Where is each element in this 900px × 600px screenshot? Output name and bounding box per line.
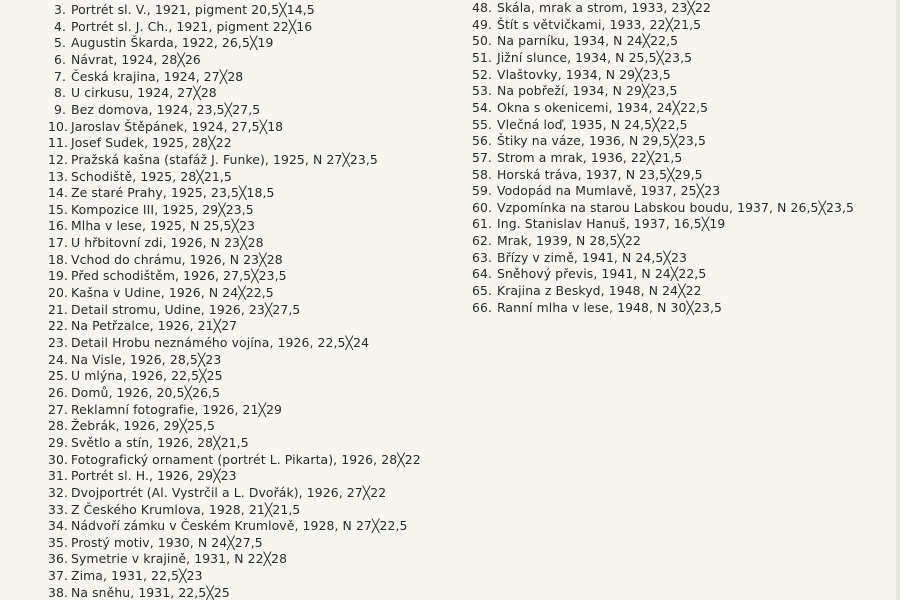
entry-number: 59. [471,183,492,199]
entry-number: 34. [48,518,69,534]
entry-number: 35. [48,534,69,550]
entry-text: Na Petřzalce, 1926, 21╳27 [71,318,238,334]
entry-number: 25. [48,368,69,384]
catalogue-entry [48,84,217,102]
entry-text: Pražská kašna (stafáž J. Funke), 1925, N 27╳23,5 [71,151,378,167]
entry-text: U hřbitovní zdi, 1926, N 23╳28 [71,235,264,251]
entry-number: 16. [48,218,69,234]
entry-number: 64. [471,266,492,282]
entry-text: Sněhový převis, 1941, N 24╳22,5 [497,266,707,282]
entry-number: 58. [471,166,492,182]
catalogue-entry [470,16,701,34]
catalogue-entry [470,99,708,117]
catalogue-entry [48,417,215,435]
entry-number: 38. [48,584,69,600]
entry-text: Před schodištěm, 1926, 27,5╳23,5 [71,268,287,284]
entry-number: 62. [471,233,492,249]
entry-number: 32. [48,484,69,500]
entry-number: 18. [48,251,69,267]
entry-text: Na pobřeží, 1934, N 29╳23,5 [497,83,678,99]
entry-text: Krajina z Beskyd, 1948, N 24╳22 [497,283,702,299]
catalogue-entry [470,215,725,233]
catalogue-entry [48,467,237,485]
entry-number: 21. [48,301,69,317]
entry-number: 57. [471,149,492,165]
entry-text: Strom a mrak, 1936, 22╳21,5 [497,149,683,165]
catalogue-entry [470,149,682,167]
catalogue-entry [48,18,312,36]
catalogue-entry [48,267,287,285]
entry-number: 11. [48,135,69,151]
entry-number: 56. [471,133,492,149]
entry-number: 51. [471,49,492,65]
entry-text: Nádvoří zámku v Českém Krumlově, 1928, N 27╳22,5 [71,518,408,534]
catalogue-entry [470,282,702,300]
entry-text: Světlo a stín, 1926, 28╳21,5 [71,434,249,450]
catalogue-entry [48,34,273,52]
catalogue-entry [470,232,641,250]
entry-number: 28. [48,418,69,434]
entry-number: 4. [53,18,66,34]
entry-text: Schodiště, 1925, 28╳21,5 [71,168,232,184]
catalogue-entry [48,234,264,252]
entry-number: 31. [48,468,69,484]
catalogue-entry [470,49,692,67]
entry-text: Mrak, 1939, N 28,5╳22 [497,233,641,249]
entry-text: Zima, 1931, 22,5╳23 [71,568,203,584]
entry-number: 10. [48,118,69,134]
entry-text: Na sněhu, 1931, 22,5╳25 [71,584,230,600]
entry-number: 27. [48,401,69,417]
entry-number: 14. [48,185,69,201]
page-edge [896,0,900,600]
entry-number: 53. [471,83,492,99]
entry-text: Okna s okenicemi, 1934, 24╳22,5 [497,99,709,115]
entry-number: 29. [48,434,69,450]
entry-number: 26. [48,384,69,400]
entry-text: Bez domova, 1924, 23,5╳27,5 [71,101,261,117]
catalogue-entry [48,517,407,535]
entry-text: Augustin Škarda, 1922, 26,5╳19 [71,35,274,51]
catalogue-entry [470,199,854,217]
entry-number: 37. [48,568,69,584]
entry-number: 19. [48,268,69,284]
entry-text: Ranní mlha v lese, 1948, N 30╳23,5 [497,299,723,315]
catalogue-entry [48,384,220,402]
catalogue-entry [48,51,201,69]
entry-text: Na Visle, 1926, 28,5╳23 [71,351,222,367]
entry-text: Mlha v lese, 1925, N 25,5╳23 [71,218,256,234]
entry-number: 50. [471,33,492,49]
catalogue-entry [48,184,275,202]
catalogue-entry [470,66,671,84]
entry-text: Vzpomínka na starou Labskou boudu, 1937, N 26,5╳23,5 [497,199,855,215]
entry-text: Fotografický ornament (portrét L. Pikarta), 1926, 28╳22 [71,451,421,467]
entry-text: U mlýna, 1926, 22,5╳25 [71,368,223,384]
entry-text: Návrat, 1924, 28╳26 [71,51,201,67]
catalogue-entry [470,116,688,134]
entry-text: Detail stromu, Udine, 1926, 23╳27,5 [71,301,301,317]
entry-number: 61. [471,216,492,232]
catalogue-entry [470,82,678,100]
entry-text: Vlaštovky, 1934, N 29╳23,5 [497,66,671,82]
entry-text: Domů, 1926, 20,5╳26,5 [71,384,221,400]
entry-text: Dvojportrét (Al. Vystrčil a L. Dvořák), 1926, 27╳22 [71,484,387,500]
catalogue-entry [470,132,706,150]
catalogue-entry [48,251,283,269]
catalogue-entry [48,401,282,419]
catalogue-entry [48,534,263,552]
catalogue-entry [48,217,255,235]
entry-number: 49. [471,16,492,32]
entry-text: Portrét sl. V., 1921, pigment 20,5╳14,5 [71,2,315,17]
entry-text: Štít s větvičkami, 1933, 22╳21,5 [497,16,702,32]
entry-text: Prostý motiv, 1930, N 24╳27,5 [71,534,263,550]
entry-text: Štiky na váze, 1936, N 29,5╳23,5 [497,133,706,149]
entry-number: 36. [48,551,69,567]
entry-text: Vlečná loď, 1935, N 24,5╳22,5 [497,116,688,132]
entry-text: U cirkusu, 1924, 27╳28 [71,85,217,101]
entry-text: Břízy v zimě, 1941, N 24,5╳23 [497,249,687,265]
catalogue-entry [470,0,711,17]
entry-text: Skála, mrak a strom, 1933, 23╳22 [497,0,711,15]
catalogue-entry [48,567,203,585]
entry-number: 17. [48,235,69,251]
entry-number: 12. [48,151,69,167]
catalogue-entry [48,451,421,469]
catalogue-entry [48,367,223,385]
catalogue-entry [48,201,254,219]
entry-number: 33. [48,501,69,517]
catalogue-entry [48,550,287,568]
entry-text: Horská tráva, 1937, N 23,5╳29,5 [497,166,703,182]
entry-text: Česká krajina, 1924, 27╳28 [71,68,244,84]
entry-number: 23. [48,335,69,350]
entry-text: Na parníku, 1934, N 24╳22,5 [497,33,679,49]
entry-text: Kompozice III, 1925, 29╳23,5 [71,201,254,217]
catalogue-entry [470,182,720,200]
entry-text: Jaroslav Štěpánek, 1924, 27,5╳18 [71,118,284,134]
entry-text: Symetrie v krajině, 1931, N 22╳28 [71,551,288,567]
entry-number: 6. [53,51,66,67]
entry-number: 60. [471,199,492,215]
entry-text: Portrét sl. J. Ch., 1921, pigment 22╳16 [71,18,313,34]
entry-number: 24. [48,351,69,367]
entry-text: Ing. Stanislav Hanuš, 1937, 16,5╳19 [497,216,726,232]
catalogue-entry [470,299,722,317]
entry-text: Ze staré Prahy, 1925, 23,5╳18,5 [71,185,275,201]
catalogue-entry [48,484,386,502]
entry-text: Portrét sl. H., 1926, 29╳23 [71,468,237,484]
entry-number: 48. [471,0,492,15]
entry-number: 13. [48,168,69,184]
catalogue-entry [48,101,260,119]
entry-number: 8. [53,85,66,101]
entry-number: 22. [48,318,69,334]
entry-text: Vodopád na Mumlavě, 1937, 25╳23 [497,183,721,199]
catalogue-entry [48,284,274,302]
catalogue-entry [48,1,315,19]
entry-number: 55. [471,116,492,132]
entry-text: Detail Hrobu neznámého vojína, 1926, 22,5╳24 [71,335,370,350]
entry-number: 7. [53,68,66,84]
entry-number: 54. [471,99,492,115]
entry-text: Vchod do chrámu, 1926, N 23╳28 [71,251,283,267]
entry-number: 52. [471,66,492,82]
catalogue-entry [470,249,687,267]
catalogue-entry [48,501,300,519]
entry-number: 20. [48,285,69,301]
entry-number: 63. [471,249,492,265]
catalogue-entry [470,265,706,283]
entry-text: Jižní slunce, 1934, N 25,5╳23,5 [497,49,693,65]
catalogue-entry [48,317,237,335]
catalogue-entry [48,434,249,452]
entry-text: Kašna v Udine, 1926, N 24╳22,5 [71,285,274,301]
catalogue-entry [48,334,369,352]
catalogue-entry [48,351,221,369]
entry-number: 30. [48,451,69,467]
entry-number: 65. [471,283,492,299]
entry-number: 66. [471,299,492,315]
catalogue-entry [48,118,283,136]
catalogue-entry [48,301,300,319]
entry-number: 15. [48,201,69,217]
entry-text: Josef Sudek, 1925, 28╳22 [71,135,232,151]
catalogue-entry [48,134,232,152]
catalogue-entry [470,166,703,184]
catalogue-entry [48,584,230,600]
catalogue-entry [48,68,243,86]
entry-text: Z Českého Krumlova, 1928, 21╳21,5 [71,501,301,517]
entry-number: 9. [53,101,66,117]
entry-number: 5. [53,35,66,51]
entry-text: Žebrák, 1926, 29╳25,5 [71,418,216,434]
catalogue-entry [48,168,232,186]
entry-text: Reklamní fotografie, 1926, 21╳29 [71,401,283,417]
catalogue-entry [470,32,678,50]
entry-number: 3. [53,2,66,17]
catalogue-entry [48,151,378,169]
